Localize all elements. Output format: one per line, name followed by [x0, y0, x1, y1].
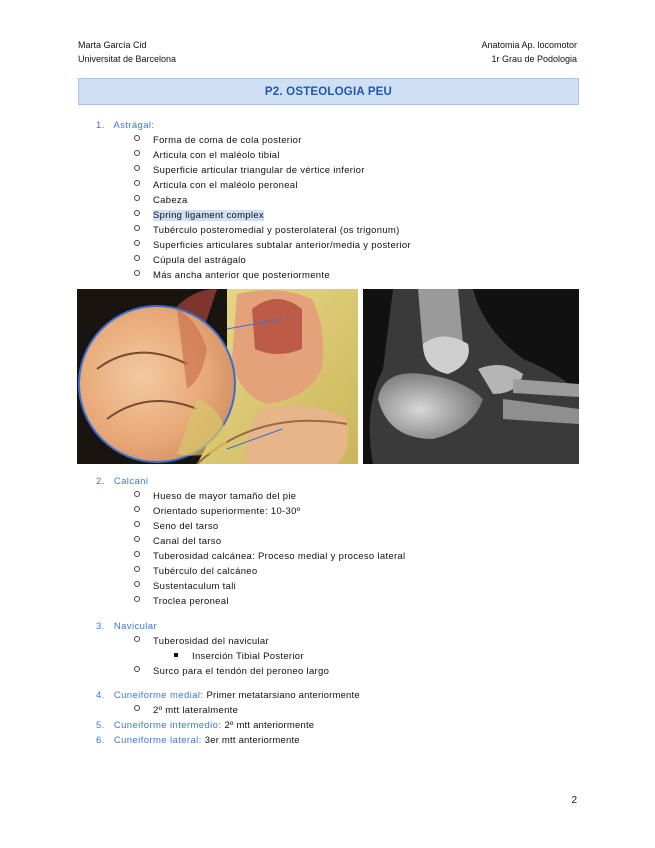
section-2-heading — [96, 476, 148, 487]
section-5-heading — [96, 720, 314, 731]
section-title: Cuneiforme lateral: — [113, 735, 202, 746]
circle-bullet-icon — [134, 551, 140, 557]
circle-bullet-icon — [134, 596, 140, 602]
list-item — [134, 240, 411, 251]
list-item — [134, 165, 365, 176]
section-title: Calcani — [113, 476, 149, 487]
circle-bullet-icon — [134, 566, 140, 572]
item-text: Inserción Tibial Posterior — [192, 651, 304, 662]
circle-bullet-icon — [134, 210, 140, 216]
item-text: Tubérculo del calcáneo — [153, 566, 258, 577]
section-text: 2º mtt anteriormente — [224, 720, 315, 731]
item-text: Orientado superiormente: 10-30º — [153, 506, 301, 517]
page-title: P2. OSTEOLOGIA PEU — [264, 85, 393, 98]
section-1-heading — [96, 120, 154, 131]
section-number: 6. — [96, 735, 105, 746]
section-title: Astrágal: — [113, 120, 155, 131]
item-text: Troclea peroneal — [153, 596, 229, 607]
section-4-heading — [96, 690, 360, 701]
item-text: Cúpula del astrágalo — [153, 255, 247, 266]
section-6-heading — [96, 735, 300, 746]
list-item — [134, 225, 400, 236]
circle-bullet-icon — [134, 521, 140, 527]
circle-bullet-icon — [134, 666, 140, 672]
list-item — [134, 270, 330, 281]
list-item-highlighted — [134, 210, 264, 221]
sub-list-item — [174, 651, 304, 662]
list-item — [134, 666, 329, 677]
item-text: Más ancha anterior que posteriormente — [153, 270, 330, 281]
page-number: 2 — [571, 795, 577, 806]
section-3-heading — [96, 621, 157, 632]
list-item — [134, 506, 300, 517]
circle-bullet-icon — [134, 165, 140, 171]
item-text: Tubérculo posteromedial y posterolateral (os trigonum) — [153, 225, 400, 236]
header-left — [78, 38, 176, 66]
item-text: Spring ligament complex — [153, 210, 264, 221]
title-banner — [78, 78, 579, 105]
list-item — [134, 551, 405, 562]
section-number: 3. — [96, 621, 105, 632]
circle-bullet-icon — [134, 491, 140, 497]
circle-bullet-icon — [134, 581, 140, 587]
list-item — [134, 636, 269, 647]
item-text: Canal del tarso — [153, 536, 222, 547]
circle-bullet-icon — [134, 180, 140, 186]
ankle-xray-image — [363, 289, 579, 464]
section-text: 3er mtt anteriormente — [204, 735, 300, 746]
section-number: 2. — [96, 476, 105, 487]
anatomy-section-illustration — [77, 289, 358, 464]
list-item — [134, 536, 221, 547]
item-text: Surco para el tendón del peroneo largo — [153, 666, 330, 677]
author-name: Marta García Cid — [78, 40, 147, 50]
list-item — [134, 255, 246, 266]
square-bullet-icon — [174, 653, 178, 657]
item-text: Cabeza — [153, 195, 188, 206]
section-text: Primer metatarsiano anteriormente — [206, 690, 360, 701]
circle-bullet-icon — [134, 150, 140, 156]
circle-bullet-icon — [134, 135, 140, 141]
header-right — [481, 38, 577, 66]
item-text: Tuberosidad del navicular — [153, 636, 269, 647]
item-text: 2º mtt lateralmente — [153, 705, 239, 716]
circle-bullet-icon — [134, 240, 140, 246]
list-item — [134, 705, 238, 716]
item-text: Articula con el maléolo tibial — [153, 150, 280, 161]
list-item — [134, 491, 296, 502]
item-text: Superficies articulares subtalar anterior/media y posterior — [153, 240, 411, 251]
list-item — [134, 195, 188, 206]
list-item — [134, 180, 298, 191]
circle-bullet-icon — [134, 636, 140, 642]
section-number: 4. — [96, 690, 105, 701]
subject-name: Anatomia Ap. locomotor — [481, 40, 577, 50]
list-item — [134, 596, 229, 607]
list-item — [134, 566, 257, 577]
item-text: Articula con el maléolo peroneal — [153, 180, 298, 191]
circle-bullet-icon — [134, 506, 140, 512]
section-number: 1. — [96, 120, 105, 131]
list-item — [134, 135, 302, 146]
item-text: Forma de coma de cola posterior — [153, 135, 302, 146]
university-name: Universitat de Barcelona — [78, 54, 177, 64]
list-item — [134, 521, 218, 532]
item-text: Hueso de mayor tamaño del pie — [153, 491, 297, 502]
section-title: Navicular — [113, 621, 158, 632]
section-title: Cuneiforme intermedio: — [113, 720, 222, 731]
xray-illustration — [363, 289, 579, 464]
item-text: Sustentaculum tali — [153, 581, 237, 592]
item-text: Seno del tarso — [153, 521, 219, 532]
item-text: Tuberosidad calcánea: Proceso medial y proceso lateral — [153, 551, 406, 562]
circle-bullet-icon — [134, 705, 140, 711]
circle-bullet-icon — [134, 195, 140, 201]
list-item — [134, 581, 236, 592]
circle-bullet-icon — [134, 536, 140, 542]
list-item — [134, 150, 280, 161]
section-title: Cuneiforme medial: — [113, 690, 204, 701]
section-number: 5. — [96, 720, 105, 731]
item-text: Superficie articular triangular de vértice inferior — [153, 165, 365, 176]
course-name: 1r Grau de Podologia — [491, 54, 577, 64]
circle-bullet-icon — [134, 270, 140, 276]
circle-bullet-icon — [134, 255, 140, 261]
talus-cross-section-image — [77, 289, 358, 464]
circle-bullet-icon — [134, 225, 140, 231]
